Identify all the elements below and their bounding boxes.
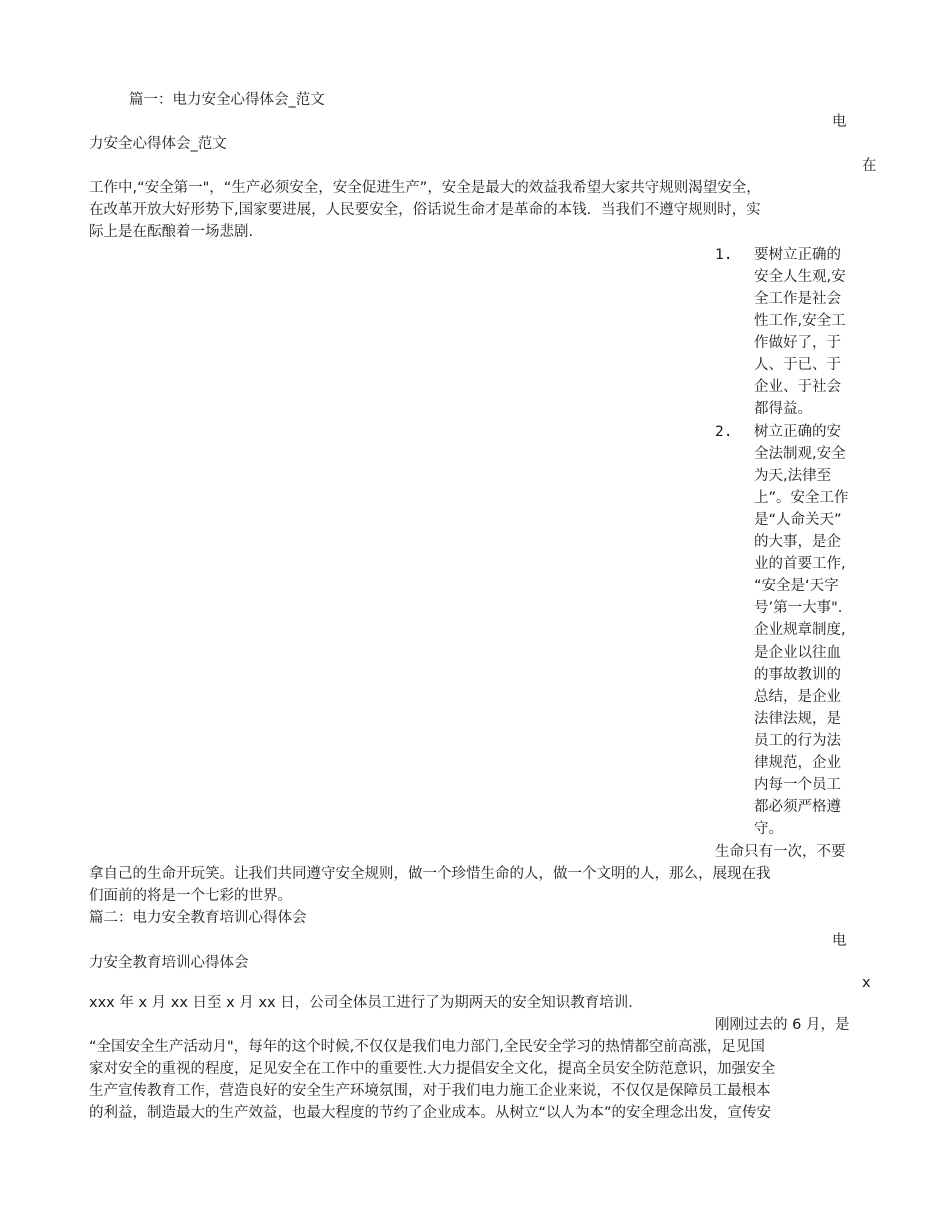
list-item-line: 的大事，是企 — [754, 534, 841, 550]
list-item-line: 全工作是社会 — [754, 291, 841, 307]
text-line: 电 — [832, 933, 847, 949]
paragraph-line: 拿自己的生命开玩笑。让我们共同遵守安全规则，做一个珍惜生命的人，做一个文明的人，那么，展现在我 — [89, 866, 771, 882]
list-item-line: 律规范，企业 — [754, 755, 841, 771]
list-item-line: “安全是‘天字 — [754, 578, 839, 594]
section-heading: 篇一：电力安全心得体会_范文 — [129, 92, 325, 108]
text-line: 力安全心得体会_范文 — [89, 136, 227, 152]
list-number: 2. — [715, 424, 733, 440]
list-item-line: 员工的行为法 — [754, 733, 841, 749]
list-item-line: 内每一个员工 — [754, 777, 841, 793]
paragraph-line: 刚刚过去的 6 月，是 — [715, 1017, 850, 1033]
paragraph-line: 的利益，制造最大的生产效益，也最大程度的节约了企业成本。从树立“以人为本”的安全理念出发，宣传安 — [89, 1105, 772, 1121]
paragraph-line: 际上是在酝酿着一场悲剧. — [89, 224, 254, 240]
list-item-line: 的事故教训的 — [754, 667, 841, 683]
list-item-line: 都得益。 — [754, 401, 812, 417]
paragraph-line: 家对安全的重视的程度，足见安全在工作中的重要性.大力提倡安全文化，提高全员安全防范意识，加强安全 — [89, 1061, 776, 1077]
list-item-line: 性工作,安全工 — [754, 313, 846, 329]
text-line: 在 — [862, 158, 877, 174]
list-item-line: 业的首要工作, — [754, 556, 846, 572]
list-item-line: 是“人命关天” — [754, 512, 842, 528]
text-line: 力安全教育培训心得体会 — [89, 955, 249, 971]
list-item-line: 总结，是企业 — [754, 689, 841, 705]
paragraph-line: “全国安全生产活动月"，每年的这个时候,不仅仅是我们电力部门,全民安全学习的热情都空前高涨，足见国 — [89, 1039, 765, 1055]
list-item-line: 是企业以往血 — [754, 645, 841, 661]
paragraph-line: 在改革开放大好形势下,国家要进展，人民要安全，俗话说生命才是革命的本钱．当我们不遵守规则时，实 — [89, 202, 761, 218]
list-item-line: 全法制观,安全 — [754, 446, 846, 462]
list-item-line: 都必须严格遵 — [754, 799, 841, 815]
list-item-line: 树立正确的安 — [754, 424, 841, 440]
list-item-line: 人、于已、于 — [754, 357, 841, 373]
list-item-line: 企业、于社会 — [754, 379, 841, 395]
list-item-line: 安全人生观,安 — [754, 269, 846, 285]
text-line: 电 — [832, 114, 847, 130]
list-item-line: 企业规章制度, — [754, 622, 846, 638]
list-item-line: 上”。安全工作 — [754, 490, 849, 506]
text-line: x — [862, 975, 871, 991]
paragraph-line: 生产宣传教育工作，营造良好的安全生产环境氛围，对于我们电力施工企业来说，不仅仅是保障员工最根本 — [89, 1083, 771, 1099]
section-heading: 篇二：电力安全教育培训心得体会 — [89, 910, 307, 926]
paragraph-line: 们面前的将是一个七彩的世界。 — [89, 888, 292, 904]
list-item-line: 守。 — [754, 821, 783, 837]
paragraph-line: 生命只有一次，不要 — [715, 844, 846, 860]
list-number: 1. — [715, 247, 733, 263]
paragraph-line: xxx 年 x 月 xx 日至 x 月 xx 日，公司全体员工进行了为期两天的安全知识教育培训. — [89, 995, 633, 1011]
list-item-line: 号’第一大事". — [754, 600, 843, 616]
list-item-line: 要树立正确的 — [754, 247, 841, 263]
paragraph-line: 工作中,“安全第一"，“生产必须安全，安全促进生产”，安全是最大的效益我希望大家共守规则渴望安全， — [89, 180, 761, 196]
list-item-line: 法律法规，是 — [754, 711, 841, 727]
list-item-line: 作做好了，于 — [754, 335, 841, 351]
list-item-line: 为天,法律至 — [754, 468, 832, 484]
